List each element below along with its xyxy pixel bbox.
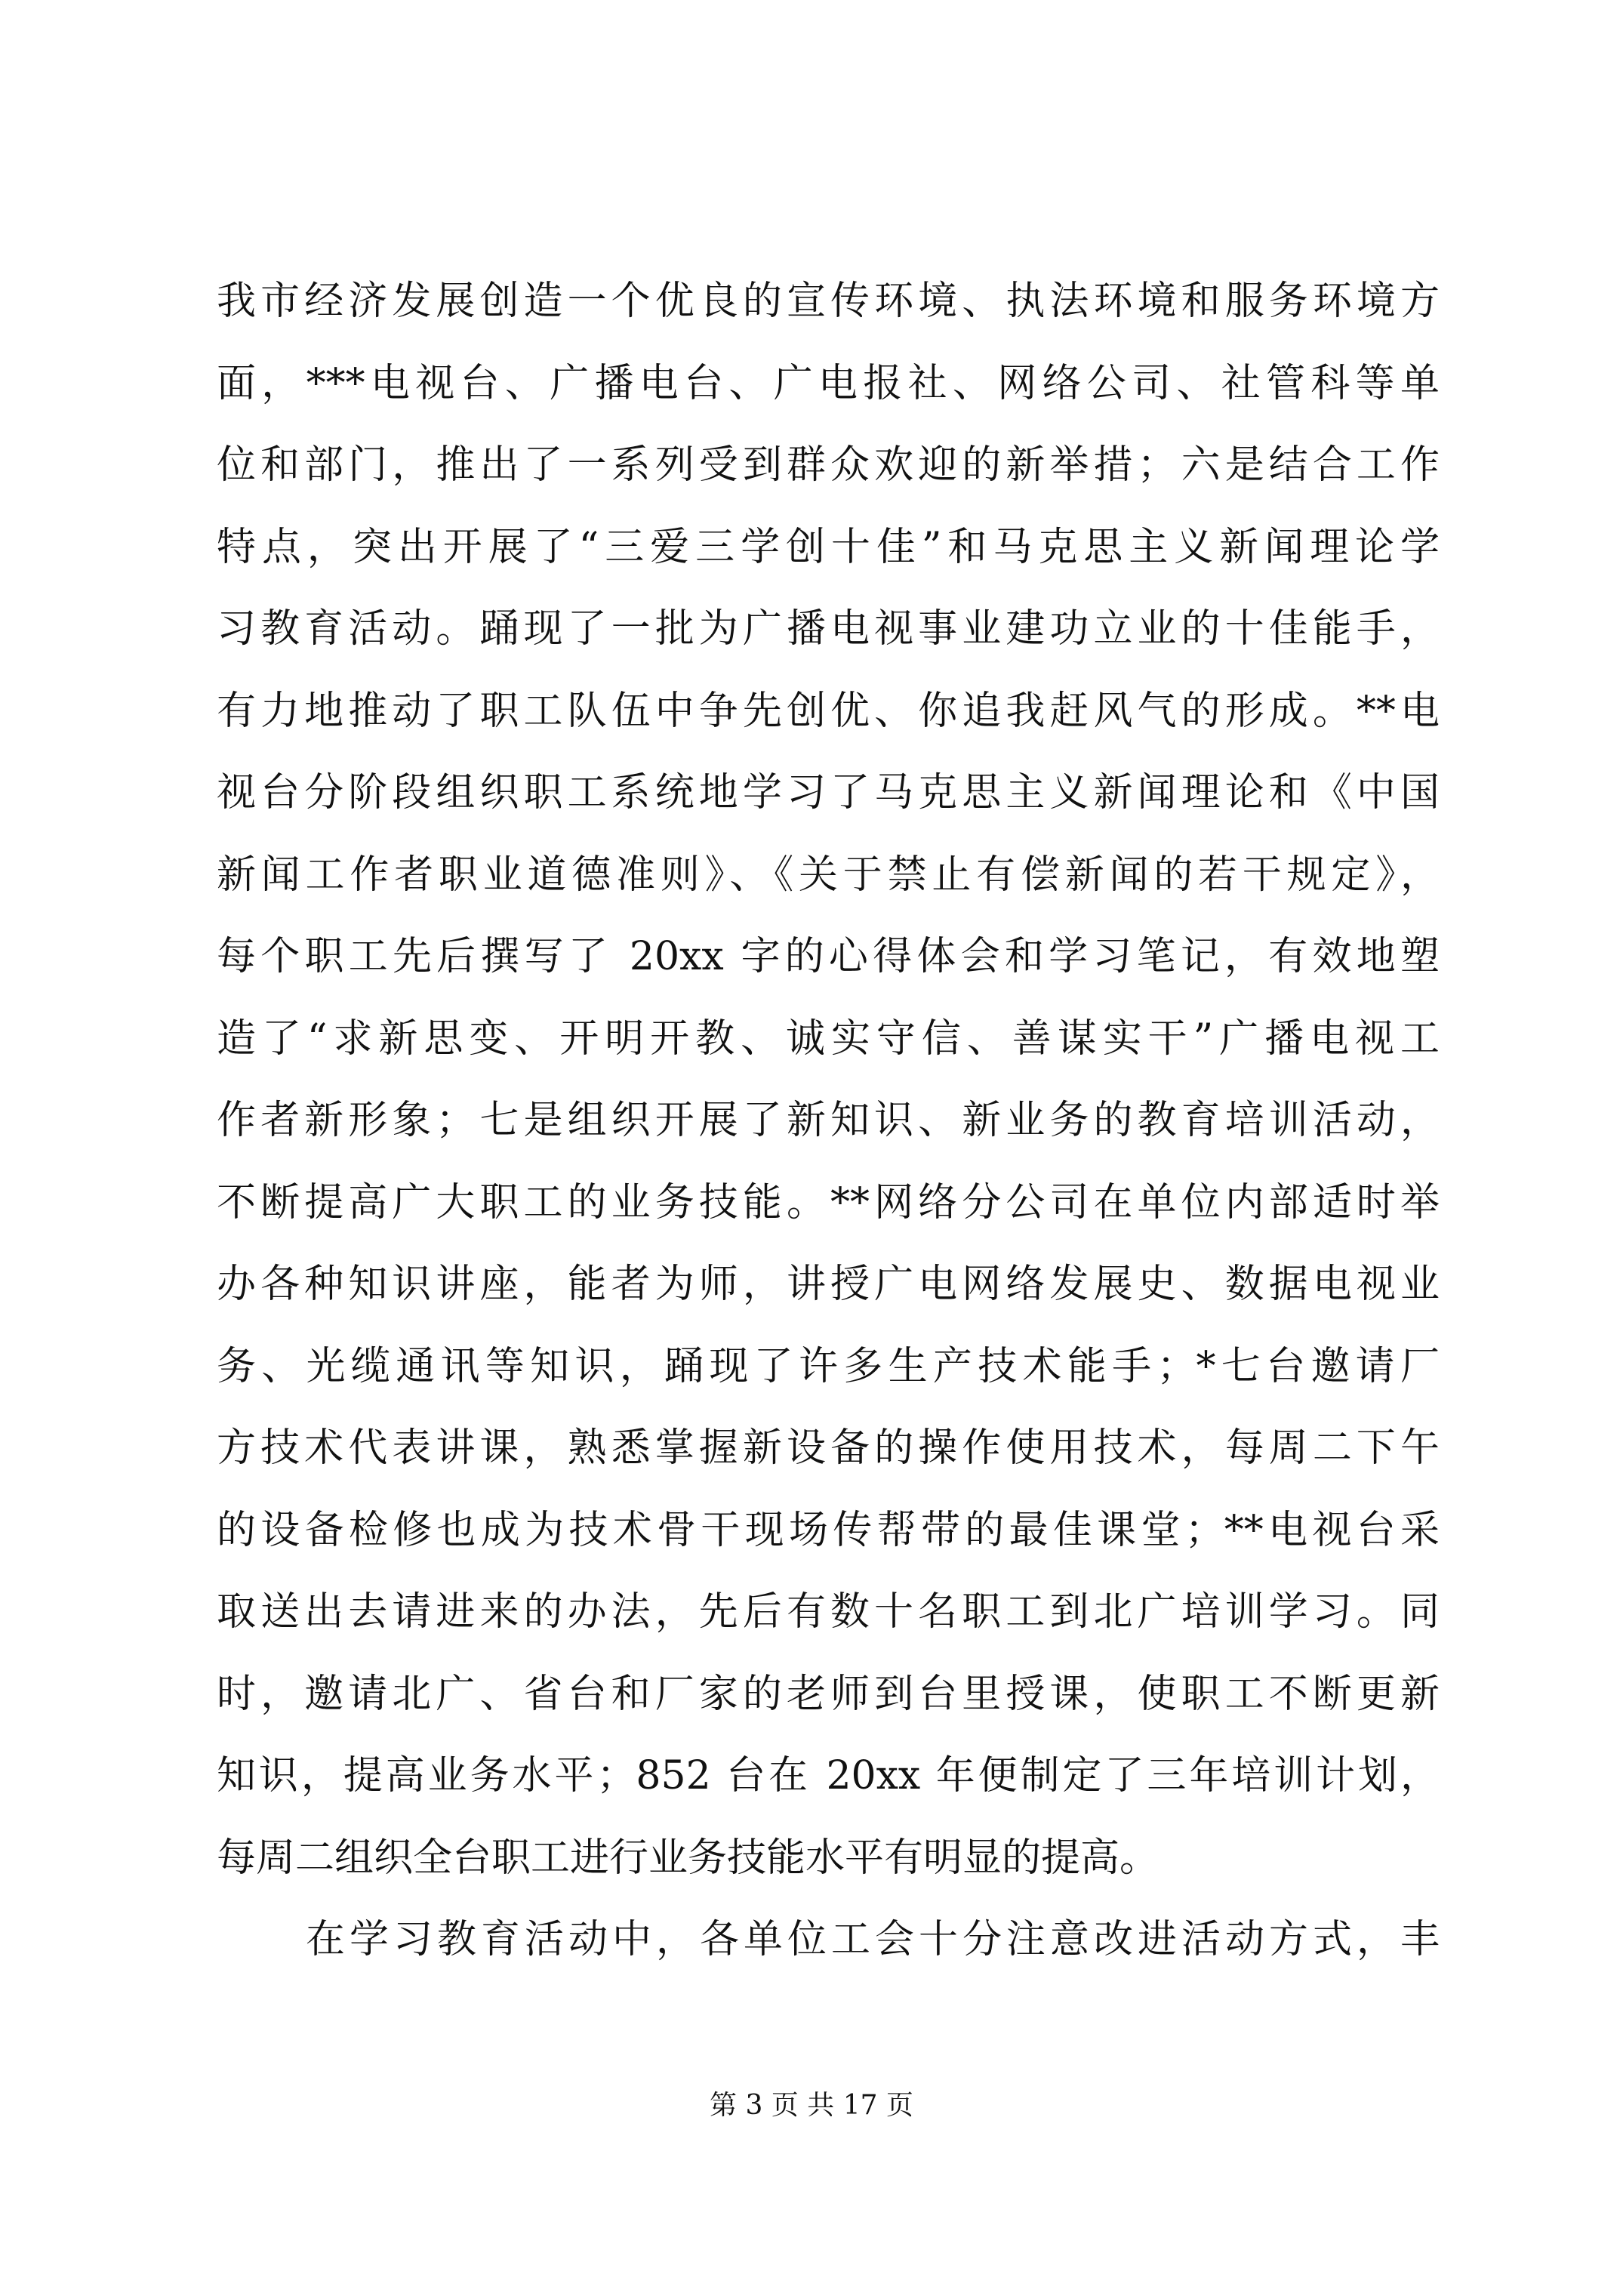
text-line: 每周二组织全台职工进行业务技能水平有明显的提高。 <box>217 1835 1160 1881</box>
text-line: 不断提高广大职工的业务技能。**网络分公司在单位内部适时举 <box>217 1179 1440 1225</box>
paragraph-first-line: 在学习教育活动中，各单位工会十分注意改进活动方式，丰 <box>306 1917 1440 1962</box>
page-footer: 第 3 页 共 17 页 <box>710 2090 913 2121</box>
text-line: 特点，突出开展了“三爱三学创十佳”和马克思主义新闻理论学 <box>217 524 1440 570</box>
text-line: 方技术代表讲课，熟悉掌握新设备的操作使用技术，每周二下午 <box>217 1425 1440 1471</box>
text-line: 造了“求新思变、开明开教、诚实守信、善谋实干”广播电视工 <box>217 1015 1440 1062</box>
text-line: 作者新形象；七是组织开展了新知识、新业务的教育培训活动， <box>217 1098 1440 1143</box>
text-line: 时，邀请北广、省台和厂家的老师到台里授课，使职工不断更新 <box>217 1671 1440 1717</box>
text-line: 新闻工作者职业道德准则》、《关于禁止有偿新闻的若干规定》， <box>217 852 1440 898</box>
text-line: 我市经济发展创造一个优良的宣传环境、执法环境和服务环境方 <box>217 279 1440 324</box>
text-line: 每个职工先后撰写了 20xx 字的心得体会和学习笔记，有效地塑 <box>217 934 1440 979</box>
text-line: 面，***电视台、广播电台、广电报社、网络公司、社管科等单 <box>217 360 1440 406</box>
body-text <box>217 260 1440 1981</box>
text-line: 视台分阶段组织职工系统地学习了马克思主义新闻理论和《中国 <box>217 770 1440 815</box>
text-line: 办各种知识讲座，能者为师，讲授广电网络发展史、数据电视业 <box>217 1262 1440 1307</box>
text-line: 有力地推动了职工队伍中争先创优、你追我赶风气的形成。**电 <box>217 688 1440 734</box>
text-line: 知识，提高业务水平；852 台在 20xx 年便制定了三年培训计划， <box>217 1753 1440 1798</box>
text-line: 位和部门，推出了一系列受到群众欢迎的新举措；六是结合工作 <box>217 442 1440 488</box>
text-line: 的设备检修也成为技术骨干现场传帮带的最佳课堂；**电视台采 <box>217 1507 1440 1553</box>
text-line: 取送出去请进来的办法，先后有数十名职工到北广培训学习。同 <box>217 1589 1440 1635</box>
text-line: 习教育活动。踊现了一批为广播电视事业建功立业的十佳能手， <box>217 606 1440 652</box>
text-line: 务、光缆通讯等知识，踊现了许多生产技术能手；*七台邀请厂 <box>217 1343 1440 1389</box>
